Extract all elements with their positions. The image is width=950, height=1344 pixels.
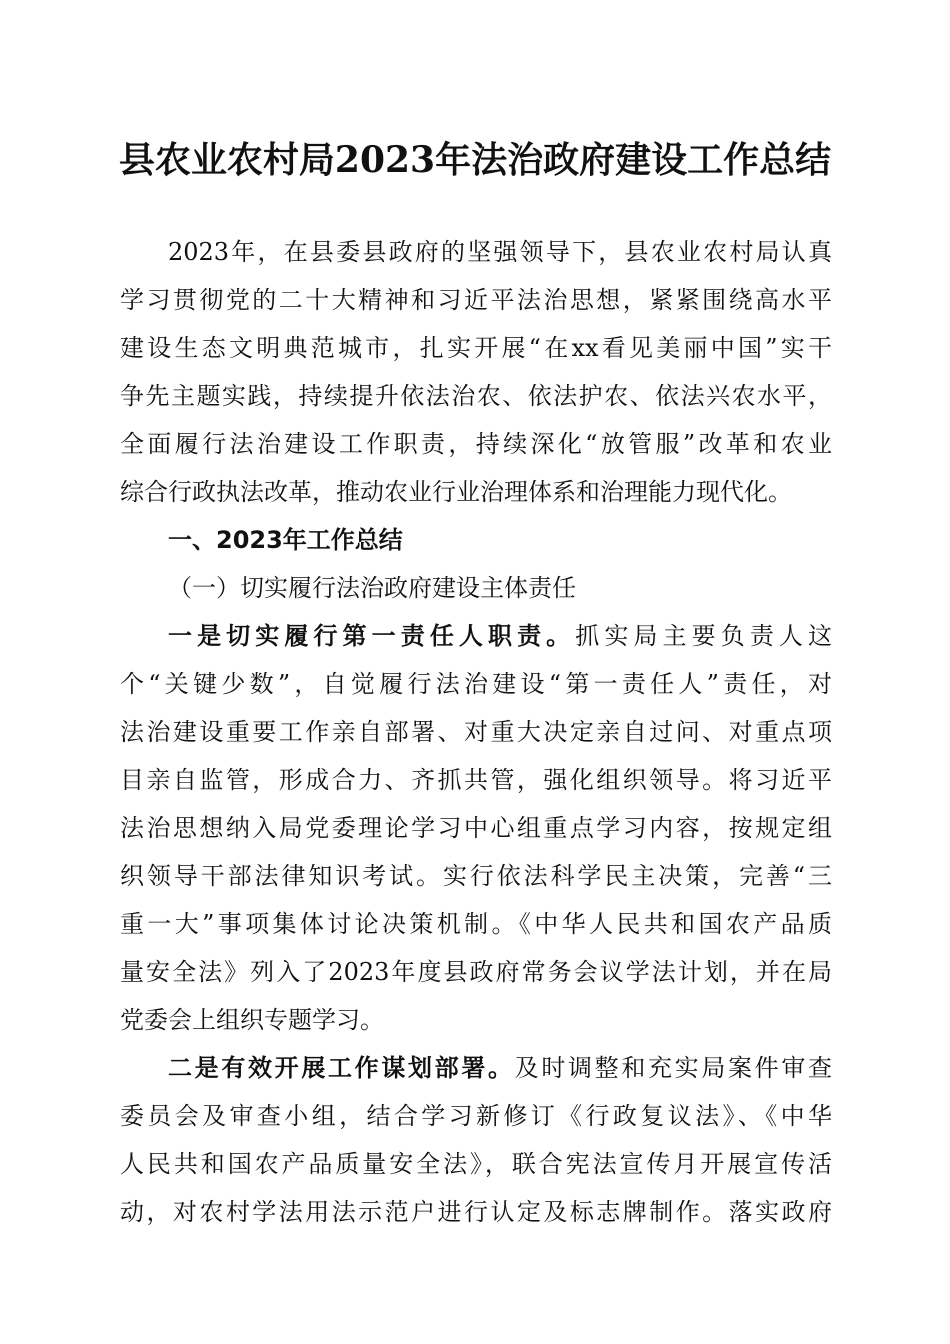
subsection-heading: （一）切实履行法治政府建设主体责任 xyxy=(168,574,576,602)
paragraph-lead: 二是有效开展工作谋划部署。 xyxy=(168,1054,515,1082)
paragraph-line: 织领导干部法律知识考试。实行依法科学民主决策，完善“三 xyxy=(120,862,832,890)
paragraph-line: 建设生态文明典范城市，扎实开展“在xx看见美丽中国”实干 xyxy=(120,334,832,362)
section-heading: 一、2023年工作总结 xyxy=(168,526,403,554)
paragraph-line xyxy=(168,620,832,652)
paragraph-line: 动，对农村学法用法示范户进行认定及标志牌制作。落实政府 xyxy=(120,1198,832,1226)
paragraph-line: 目亲自监管，形成合力、齐抓共管，强化组织领导。将习近平 xyxy=(120,766,832,794)
paragraph-text: 抓实局主要负责人这 xyxy=(575,622,833,650)
paragraph-line: 法治建设重要工作亲自部署、对重大决定亲自过问、对重点项 xyxy=(120,718,832,746)
paragraph-line: 委员会及审查小组，结合学习新修订《行政复议法》、《中华 xyxy=(120,1102,832,1130)
paragraph-line: 全面履行法治建设工作职责，持续深化“放管服”改革和农业 xyxy=(120,430,832,458)
paragraph-line: 争先主题实践，持续提升依法治农、依法护农、依法兴农水平， xyxy=(120,382,832,410)
document-title: 县农业农村局2023年法治政府建设工作总结 xyxy=(118,139,832,181)
paragraph-line: 党委会上组织专题学习。 xyxy=(120,1006,384,1034)
paragraph-line: 量安全法》列入了2023年度县政府常务会议学法计划，并在局 xyxy=(120,958,832,986)
paragraph-text: 及时调整和充实局案件审查 xyxy=(514,1054,833,1082)
paragraph-line: 2023年，在县委县政府的坚强领导下，县农业农村局认真 xyxy=(168,238,832,266)
paragraph-line: 个“关键少数”，自觉履行法治建设“第一责任人”责任，对 xyxy=(120,670,832,698)
paragraph-line: 学习贯彻党的二十大精神和习近平法治思想，紧紧围绕高水平 xyxy=(120,286,832,314)
paragraph-line xyxy=(168,1052,832,1084)
paragraph-line: 法治思想纳入局党委理论学习中心组重点学习内容，按规定组 xyxy=(120,814,832,842)
paragraph-line: 综合行政执法改革，推动农业行业治理体系和治理能力现代化。 xyxy=(120,478,792,506)
paragraph-line: 重一大”事项集体讨论决策机制。《中华人民共和国农产品质 xyxy=(120,910,832,938)
paragraph-lead: 一是切实履行第一责任人职责。 xyxy=(168,622,576,650)
paragraph-line: 人民共和国农产品质量安全法》，联合宪法宣传月开展宣传活 xyxy=(120,1150,832,1178)
